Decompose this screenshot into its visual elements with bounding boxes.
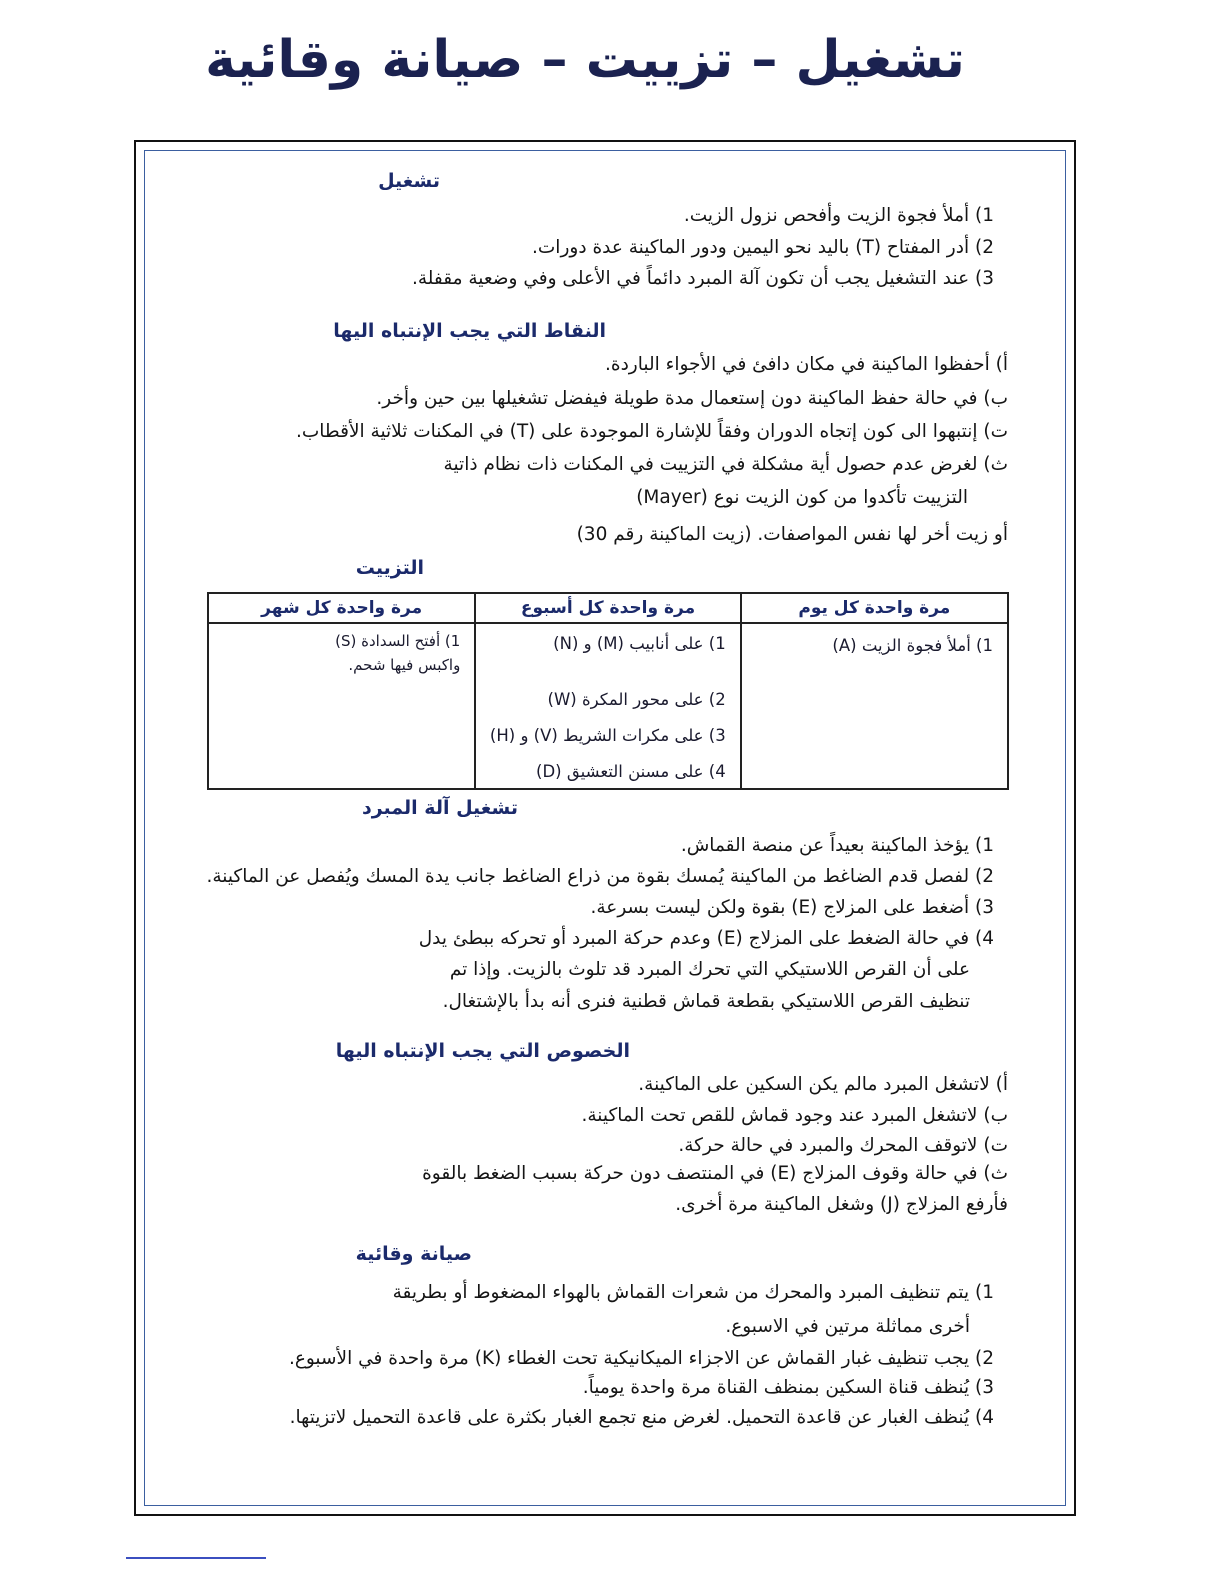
cooler-item: على أن القرص اللاستيكي التي تحرك المبرد قد تلوث بالزيت. وإذا تم [449, 959, 970, 980]
section-heading-special: الخصوص التي يجب الإنتباه اليها [335, 1040, 630, 1062]
section-heading-lubrication: التزييت [355, 557, 424, 579]
special-item: أ) لاتشغل المبرد مالم يكن السكين على الماكينة. [638, 1074, 1008, 1095]
table-header-monthly: مرة واحدة كل شهر [208, 593, 475, 623]
section-heading-maintenance: صيانة وقائية [355, 1243, 472, 1265]
cooler-item: 2) لفصل قدم الضاغط من الماكينة يُمسك بقوة من ذراع الضاغط جانب يدة المسك ويُفصل عن الماكينة. [206, 866, 994, 887]
table-cell-monthly [208, 623, 475, 789]
table-cell-daily [741, 623, 1008, 789]
cooler-item: 1) يؤخذ الماكينة بعيداً عن منصة القماش. [680, 835, 994, 856]
monthly-item: 1) أفتح السدادة (S) [335, 632, 461, 650]
attention-item: ث) لغرض عدم حصول أية مشكلة في التزييت في المكنات ذات نظام ذاتية [443, 454, 1008, 475]
operation-item: 3) عند التشغيل يجب أن تكون آلة المبرد دائماً في الأعلى وفي وضعية مقفلة. [411, 268, 994, 289]
weekly-item: 4) على مسنن التعشيق (D) [536, 762, 726, 781]
special-item: فأرفع المزلاج (J) وشغل الماكينة مرة أخرى. [675, 1194, 1008, 1215]
section-heading-attention: النقاط التي يجب الإنتباه اليها [333, 320, 606, 342]
maintenance-item: أخرى مماثلة مرتين في الاسبوع. [725, 1316, 970, 1337]
operation-item: 2) أدر المفتاح (T) باليد نحو اليمين ودور الماكينة عدة دورات. [532, 237, 994, 258]
special-item: ب) لاتشغل المبرد عند وجود قماش للقص تحت الماكينة. [581, 1105, 1008, 1126]
attention-item: التزييت تأكدوا من كون الزيت نوع (Mayer) [636, 487, 968, 508]
attention-item: ت) إنتبهوا الى كون إتجاه الدوران وفقاً للإشارة الموجودة على (T) في المكنات ثلاثية الأقطاب. [296, 421, 1008, 442]
special-item: ث) في حالة وقوف المزلاج (E) في المنتصف دون حركة بسبب الضغط بالقوة [422, 1163, 1008, 1184]
cooler-item: 4) في حالة الضغط على المزلاج (E) وعدم حركة المبرد أو تحركه ببطئ يدل [418, 928, 994, 949]
maintenance-item: 4) يُنظف الغبار عن قاعدة التحميل. لغرض منع تجمع الغبار بكثرة على قاعدة التحميل لاتزيتها. [289, 1407, 994, 1428]
table-header-weekly: مرة واحدة كل أسبوع [475, 593, 740, 623]
daily-item: 1) أملأ فجوة الزيت (A) [832, 636, 993, 655]
page-title: تشغيل – تزييت – صيانة وقائية [205, 30, 965, 90]
cooler-item: 3) أضغط على المزلاج (E) بقوة ولكن ليست بسرعة. [590, 897, 994, 918]
footer-link-underline [126, 1557, 266, 1559]
monthly-item: واكبس فيها شحم. [348, 656, 461, 674]
section-heading-operation: تشغيل [378, 170, 440, 192]
weekly-item: 2) على محور المكرة (W) [547, 690, 726, 709]
maintenance-item: 1) يتم تنظيف المبرد والمحرك من شعرات القماش بالهواء المضغوط أو بطريقة [392, 1282, 994, 1303]
lubrication-table [207, 592, 1009, 790]
table-cell-weekly [475, 623, 740, 789]
maintenance-item: 2) يجب تنظيف غبار القماش عن الاجزاء الميكانيكية تحت الغطاء (K) مرة واحدة في الأسبوع. [288, 1348, 994, 1369]
weekly-item: 3) على مكرات الشريط (V) و (H) [489, 726, 726, 745]
attention-item: أو زيت أخر لها نفس المواصفات. (زيت الماكينة رقم 30) [576, 524, 1008, 545]
section-heading-cooler: تشغيل آلة المبرد [361, 797, 518, 819]
table-header-daily: مرة واحدة كل يوم [741, 593, 1008, 623]
attention-item: ب) في حالة حفظ الماكينة دون إستعمال مدة طويلة فيفضل تشغيلها بين حين وأخر. [376, 388, 1008, 409]
special-item: ت) لاتوقف المحرك والمبرد في حالة حركة. [678, 1135, 1008, 1156]
weekly-item: 1) على أنابيب (M) و (N) [553, 634, 726, 653]
cooler-item: تنظيف القرص اللاستيكي بقطعة قماش قطنية فنرى أنه بدأ بالإشتغال. [442, 991, 970, 1012]
attention-item: أ) أحفظوا الماكينة في مكان دافئ في الأجواء الباردة. [605, 354, 1008, 375]
operation-item: 1) أملأ فجوة الزيت وأفحص نزول الزيت. [683, 205, 994, 226]
maintenance-item: 3) يُنظف قناة السكين بمنظف القناة مرة واحدة يومياً. [582, 1377, 994, 1398]
